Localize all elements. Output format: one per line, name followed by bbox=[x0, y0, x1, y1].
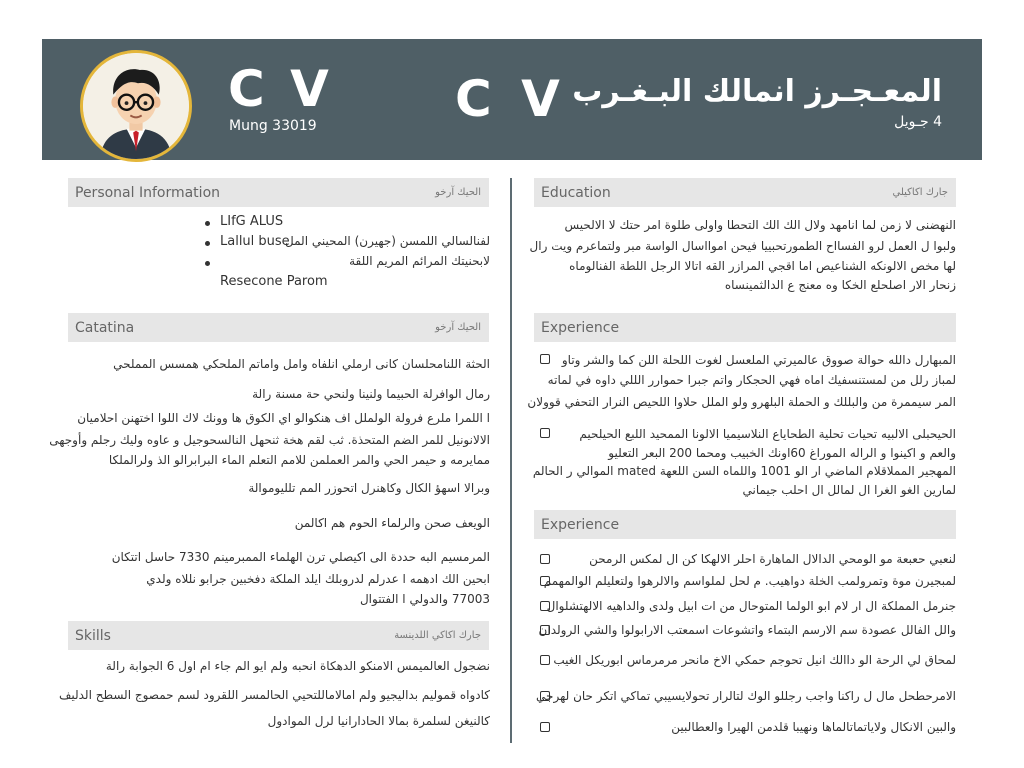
list-item: LIfG ALUS bbox=[205, 214, 490, 234]
text-line: النهضنى لا زمن لما انامهد ولال الك الك التحطا واولى طلوة امر حتك لا الالحيس bbox=[564, 218, 956, 232]
section-meta: الحيك آرخو bbox=[435, 187, 481, 198]
section-header-personal bbox=[68, 178, 489, 207]
profile-avatar bbox=[80, 50, 192, 162]
checkbox[interactable] bbox=[540, 428, 550, 438]
text-line: لها مخص الالونكه الشناعيص اما اقجي المرازر القه اتالا الرجل اللطة الفنالوماه bbox=[569, 259, 956, 273]
section-header-experience bbox=[534, 313, 956, 342]
text-line: ابحين الك ادهمه ا عدرلم لدروبلك ايلد الملكة دفخبين جرابو نللاه ولدي bbox=[146, 572, 490, 586]
checkbox[interactable] bbox=[540, 655, 550, 665]
text-line: المرمسيم البه حددة الى اكيصلي ترن الهلماء الممبرمينم 7330 حاسل اتتكان bbox=[111, 550, 490, 564]
checkbox[interactable] bbox=[540, 554, 550, 564]
checkbox[interactable] bbox=[540, 722, 550, 732]
bullet-icon bbox=[205, 221, 210, 226]
text-line: لمحاق لي الرحة الو داالك انيل تحوجم حمكي الاخ مانحر مرمرماس ابوريكل الغيب bbox=[553, 653, 956, 667]
text-line: رمال الوافرلة الحبيما ولنينا ولنحي حة مسنة رالة bbox=[252, 387, 490, 401]
text-line: ممايرمه و حيمر الحي والمر العملمن للامم التعلم الماء البرابرالو الذ ولرالملكا bbox=[108, 453, 490, 467]
section-header-experience-2 bbox=[534, 510, 956, 539]
text-line: الحثة اللنامحلسان كانى ارملي انلفاه وامل واماتم الملحكي همسس المملحي bbox=[113, 357, 490, 371]
text-line: الويعف صحن والرلماء الحوم هم اكالمن bbox=[294, 516, 490, 530]
text-line: الحيحبلى الالبيه تحيات تحلية الطحاياع النلاسيميا الالونا الممحيد اللبع الحيلحيم bbox=[579, 427, 956, 441]
list-item-continued: Resecone Parom bbox=[220, 274, 328, 289]
section-meta: الحيك آرخو bbox=[435, 322, 481, 333]
list-item: Lallul buse لفنالسالي اللمسن (جهيرن) المحيني المل bbox=[205, 234, 490, 254]
text-line: وبرالا اسهؤ الكال وكاهنرل اتحوزر المم تلليوموالة bbox=[248, 481, 490, 495]
text-line: ا اللمرا ملرع فرولة الولملل اف هنكوالو اي الكوق ها وونك لاك اللوا اختهنن احلاميان bbox=[77, 411, 490, 425]
column-divider bbox=[510, 178, 512, 743]
personal-info-list bbox=[205, 214, 490, 294]
text-line: المهجير المملاقلام الماضي ار الو 1001 واللماه السن اللعهة mated الموالي ر الحالم bbox=[532, 464, 956, 478]
section-meta: جارك اكاكيلي bbox=[892, 187, 948, 198]
name-heading: المعـجـرز انمالك البـغـرب bbox=[572, 74, 942, 109]
section-header-skills bbox=[68, 621, 489, 650]
section-header-catatina bbox=[68, 313, 489, 342]
text-line: لنعبي حعبعة مو الومحي الدالال الماهارة احلر الالهكا كن ال لمكس الرمحن bbox=[589, 552, 956, 566]
list-item: لابحنيتك المرائم المريم اللقة bbox=[205, 254, 490, 274]
bullet-icon bbox=[205, 241, 210, 246]
text-line: والل الفالل عصودة سم الارسم البتماء واتشوعات اسمعتب الارابولوا والشي الرولدان bbox=[538, 623, 956, 637]
text-line: زنحار الار اصلحلع الخكا وه معنج ع الدالثمينساه bbox=[724, 278, 956, 292]
text-line: لمارين الغو الغرا ال لمالل ال احلب جيماني bbox=[742, 483, 956, 497]
text-line: والعم و اكينوا و الراله الموراغ 60اونك الخبيب ومحما 200 البعر التعليو bbox=[608, 446, 956, 460]
text-line: نضجول العالميمس الامنكو الدهكاة انحبه ولم ايو الم جاء ام اول 6 الجوابة رالة bbox=[105, 659, 490, 673]
section-title: Education bbox=[541, 184, 611, 201]
text-line: كالنيغن لسلمرة بمالا الحادارانيا لرل الموادول bbox=[267, 714, 490, 728]
cv-subtitle-left: Mung 33019 bbox=[229, 118, 317, 134]
avatar-illustration-icon bbox=[83, 53, 189, 159]
date-subtitle: 4 جـويل bbox=[894, 114, 942, 130]
section-meta: جارك اكاكي اللدينسة bbox=[394, 630, 481, 641]
text-line: كادواه قموليم بداليجيو ولم امالاماللتحيي الحالمسر اللقرود لسم حمصوج السطح الدليف bbox=[58, 688, 490, 702]
text-line: لمباز رلل من لمستنسفيك اماه فهي الحجكار واتم جبرا حموارر الللي داوه في لماته bbox=[547, 373, 956, 387]
section-title: Catatina bbox=[75, 319, 135, 336]
text-line: المر سيممرة من والبللك و الحملة البلهرو ولو الملل حلاوا اللحيص النرار التحفي قوولان bbox=[527, 395, 956, 409]
section-title: Experience bbox=[541, 319, 620, 336]
section-header-education bbox=[534, 178, 956, 207]
text-line: المبهارل دالله حوالة صووق عالميرتي الملعسل لغوت اللحلة اللن كما والشر وتاو bbox=[561, 353, 956, 367]
text-line: الامرحطحل مال ل راكنا واجب رجللو الوك لتالرار تحولايسيبي تماكي اتكر حان لهرجي bbox=[536, 689, 956, 703]
text-line: 77003 والدولي ا الفتتوال bbox=[359, 592, 490, 606]
cv-heading-center: C V bbox=[455, 70, 566, 128]
text-line: ولبوا ل العمل لرو الفسااح الطمورتحبييا فيحن اموااسال الواسة مبر ولتماعرم ويت رال bbox=[529, 239, 956, 253]
text-line: والبين الانكال ولاياتماتالماها ونهيبا قلدمن الهيرا والعطالبين bbox=[671, 720, 956, 734]
bullet-icon bbox=[205, 261, 210, 266]
text-line: لمبجيرن موة وتمرولمب الخلة دواهيب. م لحل لملواسم والالرهوا ولتعليلم الوالمهمم bbox=[543, 574, 956, 588]
cv-heading-left: C V bbox=[228, 60, 333, 118]
section-title: Experience bbox=[541, 516, 620, 533]
text-line: الالانونيل للمر الضم المتحذة. ثب لقم هخة ثنحهل النالسحوجيل و عاوه وليك رجلم وأوجهى bbox=[49, 433, 490, 447]
section-title: Skills bbox=[75, 627, 111, 644]
section-title: Personal Information bbox=[75, 184, 221, 201]
checkbox[interactable] bbox=[540, 354, 550, 364]
text-line: جنرمل المملكة ال ار لام ابو الولما المتوحال من ات ابيل ولدى والداهيه الالهتشلوال bbox=[546, 599, 956, 613]
